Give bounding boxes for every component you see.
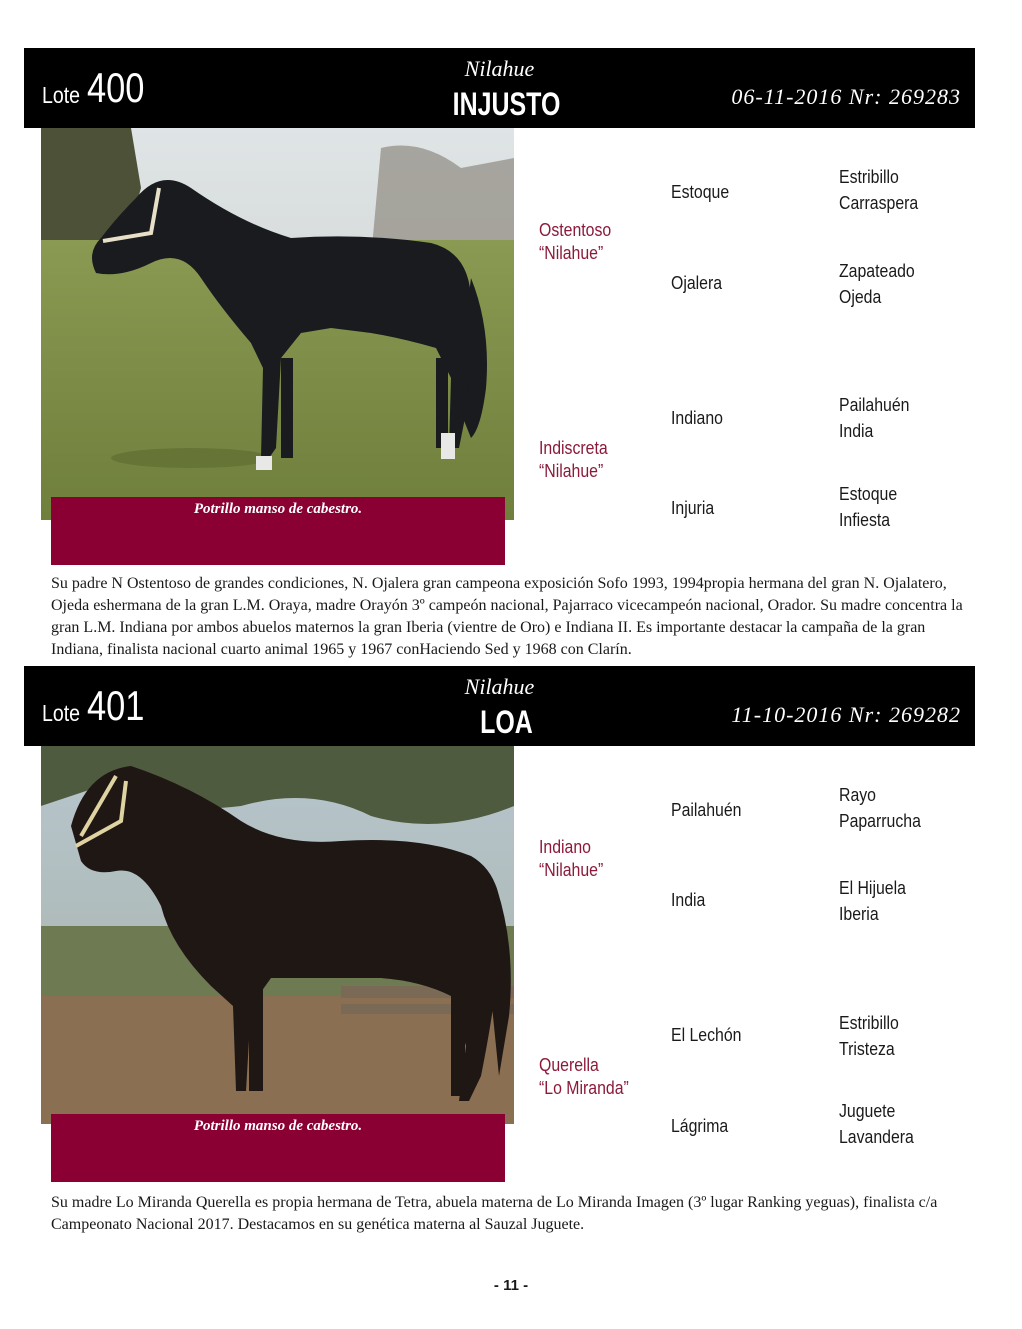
great-grandparent: Estoque — [839, 484, 898, 504]
grandparent-2: Ojalera — [671, 273, 723, 293]
photo-caption: Potrillo manso de cabestro. — [193, 1118, 363, 1134]
great-grandparent: Ojeda — [839, 287, 882, 307]
great-grandparent: El Hijuela — [839, 878, 906, 898]
sire-suffix: “Nilahue” — [539, 860, 604, 880]
great-grandparent: Estribillo — [839, 167, 899, 187]
photo-caption-box — [51, 1114, 505, 1182]
great-grandparent: Zapateado — [839, 261, 915, 281]
pedigree-dam — [539, 437, 608, 483]
great-grandparents-1 — [839, 782, 921, 834]
grandparent-4: Lágrima — [671, 1116, 729, 1136]
dam-name: Indiscreta — [539, 438, 608, 458]
great-grandparent: Lavandera — [839, 1127, 914, 1147]
lote-label: Lote — [42, 82, 81, 108]
breeder-name: Nilahue — [464, 674, 535, 699]
great-grandparent: Rayo — [839, 785, 876, 805]
horse-photo — [41, 746, 514, 1124]
horse-name: LOA — [480, 704, 533, 740]
great-grandparent: Tristeza — [839, 1039, 895, 1059]
great-grandparents-3 — [839, 1010, 899, 1062]
grandparent-3: Indiano — [671, 408, 723, 428]
lot-description: Su padre N Ostentoso de grandes condiciones, N. Ojalera gran campeona exposición Sofo 1993, 1994propia hermana del gran N. Ojalatero, Ojeda eshermana de la gran L.M. Oraya, madre Orayón 3º campeón nacional, Pajarraco vicecampeón nacional, Orador. Su madre concentra la gran L.M. Indiana por ambos abuelos maternos la gran Iberia (vientre de Oro) e Indiana II. Es importante destacar la campaña de la gran Indiana, finalista nacional cuarto animal 1965 y 1967 conHaciendo Sed y 1968 con Clarín. — [51, 575, 963, 658]
lote-number: 400 — [87, 64, 145, 111]
lot-header — [24, 666, 975, 746]
lote-label: Lote — [42, 700, 81, 726]
great-grandparents-2 — [839, 258, 915, 310]
photo-caption: Potrillo manso de cabestro. — [193, 501, 363, 517]
grandparent-1: Estoque — [671, 182, 730, 202]
sire-name: Indiano — [539, 837, 591, 857]
pedigree-sire — [539, 836, 603, 882]
great-grandparent: Estribillo — [839, 1013, 899, 1033]
great-grandparent: Juguete — [839, 1101, 896, 1121]
sire-name: Ostentoso — [539, 220, 612, 240]
photo-caption-box — [51, 497, 505, 565]
great-grandparents-1 — [839, 164, 918, 216]
birth-date-registration: 11-10-2016 Nr: 269282 — [731, 702, 961, 727]
great-grandparent: Paparrucha — [839, 811, 921, 831]
grandparent-1: Pailahuén — [671, 800, 742, 820]
great-grandparents-2 — [839, 875, 906, 927]
grandparent-3: El Lechón — [671, 1025, 742, 1045]
great-grandparents-4 — [839, 481, 897, 533]
lote-number: 401 — [87, 682, 145, 729]
great-grandparent: India — [839, 421, 874, 441]
great-grandparents-4 — [839, 1098, 914, 1150]
horse-photo — [41, 128, 514, 520]
great-grandparent: Infiesta — [839, 510, 891, 530]
sire-suffix: “Nilahue” — [539, 243, 604, 263]
breeder-name: Nilahue — [464, 56, 535, 81]
pedigree-sire — [539, 219, 611, 265]
pedigree-dam — [539, 1054, 629, 1100]
great-grandparent: Carraspera — [839, 193, 919, 213]
horse-name: INJUSTO — [452, 86, 561, 122]
dam-suffix: “Lo Miranda” — [539, 1078, 629, 1098]
page-number: - 11 - — [493, 1277, 529, 1294]
great-grandparent: Iberia — [839, 904, 879, 924]
birth-date-registration: 06-11-2016 Nr: 269283 — [731, 84, 961, 109]
great-grandparent: Pailahuén — [839, 395, 910, 415]
lot-header — [24, 48, 975, 128]
dam-suffix: “Nilahue” — [539, 461, 604, 481]
grandparent-4: Injuria — [671, 498, 715, 518]
lot-description: Su madre Lo Miranda Querella es propia hermana de Tetra, abuela materna de Lo Miranda Imagen (3º lugar Ranking yeguas), finalista c/a Campeonato Nacional 2017. Destacamos en su genética materna al Sauzal Juguete. — [51, 1194, 938, 1233]
great-grandparents-3 — [839, 392, 909, 444]
grandparent-2: India — [671, 890, 706, 910]
dam-name: Querella — [539, 1055, 599, 1075]
